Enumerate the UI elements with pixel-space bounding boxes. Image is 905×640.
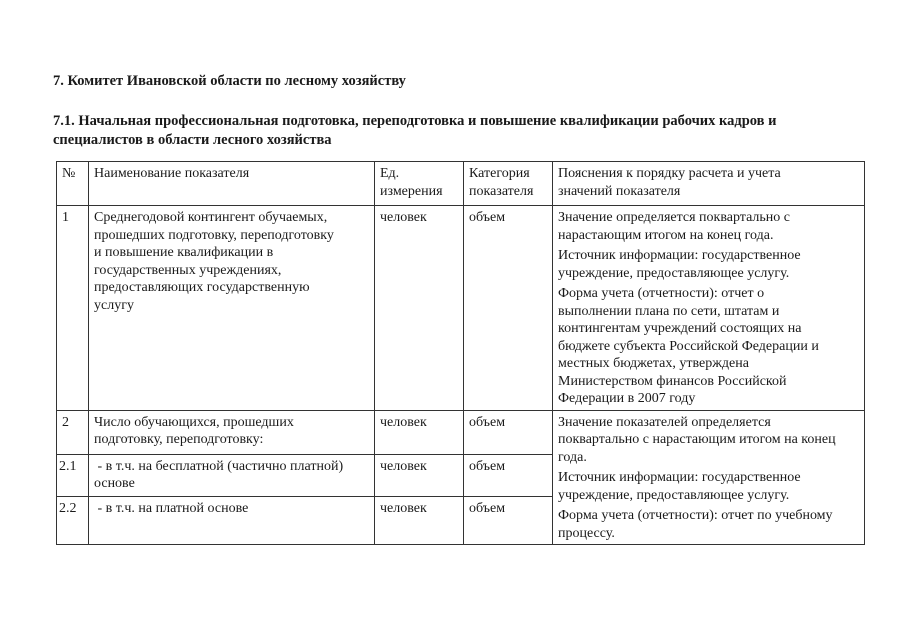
- header-category-line: Категория: [469, 166, 530, 181]
- table-row: [57, 410, 865, 454]
- row-name-line: прошедших подготовку, переподготовку: [94, 227, 334, 243]
- row-unit: человек: [375, 410, 464, 454]
- notes-line: Федерации в 2007 году: [558, 391, 696, 406]
- notes-line: года.: [558, 449, 587, 465]
- row-category: объем: [464, 206, 553, 411]
- row-num: 1: [57, 206, 89, 411]
- row-num: 2: [57, 410, 89, 454]
- notes-line: контингентам учреждений состоящих на: [558, 321, 802, 336]
- header-unit-line: измерения: [380, 183, 443, 199]
- row-num: 2.1: [57, 454, 89, 496]
- notes-paragraph: [558, 209, 860, 244]
- row-name-line: и повышение квалификации в: [94, 245, 274, 260]
- subsection-title-line: 7.1. Начальная профессиональная подготовка, переподготовка и повышение квалификации рабочих кадров и: [53, 113, 777, 129]
- row-unit: человек: [375, 454, 464, 496]
- notes-line: поквартально с нарастающим итогом на конец: [558, 432, 836, 447]
- notes-line: учреждение, предоставляющее услугу.: [558, 265, 790, 281]
- notes-line: процессу.: [558, 525, 615, 541]
- notes-paragraph: [558, 414, 860, 467]
- row-name-line: Число обучающихся, прошедших: [94, 414, 294, 430]
- row-name-line: - в т.ч. на бесплатной (частично платной): [94, 458, 344, 474]
- row-name: [89, 206, 375, 411]
- notes-line: Значение показателей определяется: [558, 414, 771, 430]
- row-name: [89, 496, 375, 544]
- row-category: объем: [464, 410, 553, 454]
- notes-paragraph: [558, 469, 860, 504]
- header-name: Наименование показателя: [89, 162, 375, 206]
- notes-line: учреждение, предоставляющее услугу.: [558, 487, 790, 503]
- header-notes-line: значений показателя: [558, 183, 681, 199]
- row-unit: человек: [375, 496, 464, 544]
- table-row: [57, 206, 865, 411]
- row-name-line: предоставляющих государственную: [94, 280, 310, 295]
- notes-line: Значение определяется поквартально с: [558, 210, 791, 225]
- table-header-row: [57, 162, 865, 206]
- subsection-title-line: специалистов в области лесного хозяйства: [53, 132, 332, 148]
- header-unit-line: Ед.: [380, 166, 400, 181]
- row-name-line: Среднегодовой контингент обучаемых,: [94, 210, 328, 225]
- row-name: [89, 454, 375, 496]
- notes-line: местных бюджетах, утверждена: [558, 356, 749, 371]
- notes-line: выполнении плана по сети, штатам и: [558, 303, 780, 319]
- header-num: №: [57, 162, 89, 206]
- row-category: объем: [464, 454, 553, 496]
- row-name-line: основе: [94, 476, 135, 492]
- header-category-line: показателя: [469, 183, 534, 199]
- notes-paragraph: [558, 507, 860, 542]
- notes-line: Министерством финансов Российской: [558, 373, 787, 389]
- notes-line: бюджете субъекта Российской Федерации и: [558, 338, 819, 354]
- section-title: 7. Комитет Ивановской области по лесному хозяйству: [53, 73, 406, 89]
- row-name: [89, 410, 375, 454]
- subsection-title: [53, 112, 853, 150]
- header-notes: [553, 162, 865, 206]
- notes-paragraph: [558, 285, 860, 408]
- indicators-table: [56, 161, 865, 545]
- header-notes-line: Пояснения к порядку расчета и учета: [558, 166, 781, 181]
- notes-line: Источник информации: государственное: [558, 470, 801, 485]
- row-unit: человек: [375, 206, 464, 411]
- row-name-line: подготовку, переподготовку:: [94, 432, 264, 447]
- row-name-line: государственных учреждениях,: [94, 262, 282, 278]
- row-name-line: услугу: [94, 297, 134, 313]
- header-category: [464, 162, 553, 206]
- notes-line: Источник информации: государственное: [558, 248, 801, 263]
- row-name-line: - в т.ч. на платной основе: [94, 500, 249, 516]
- notes-paragraph: [558, 247, 860, 282]
- header-unit: [375, 162, 464, 206]
- row-notes: [553, 410, 865, 545]
- notes-line: Форма учета (отчетности): отчет о: [558, 286, 765, 301]
- row-notes: [553, 206, 865, 411]
- notes-line: нарастающим итогом на конец года.: [558, 227, 774, 243]
- notes-line: Форма учета (отчетности): отчет по учебному: [558, 508, 833, 523]
- row-num: 2.2: [57, 496, 89, 544]
- row-category: объем: [464, 496, 553, 544]
